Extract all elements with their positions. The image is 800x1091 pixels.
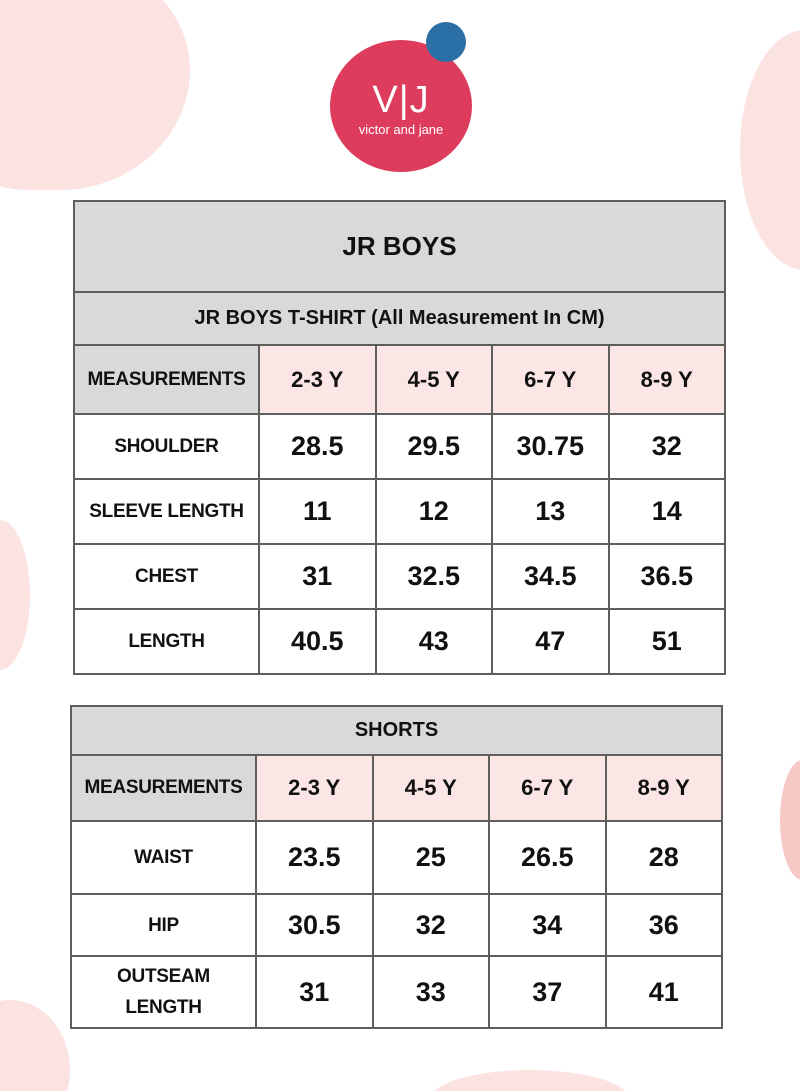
table-row <box>71 956 722 1028</box>
measurement-cell: 41 <box>606 956 723 1028</box>
brand-logo <box>330 40 472 172</box>
measurement-cell: 40.5 <box>259 609 376 674</box>
brand-name: victor and jane <box>358 121 444 137</box>
measurement-cell: 51 <box>609 609 726 674</box>
size-header: 8-9 Y <box>606 755 723 821</box>
header-row <box>74 345 725 414</box>
decorative-blob-bottom-left <box>0 1000 70 1091</box>
measurement-cell: 37 <box>489 956 606 1028</box>
measurement-cell: 13 <box>492 479 609 544</box>
measurement-cell: 28.5 <box>259 414 376 479</box>
table-row <box>74 609 725 674</box>
size-header: 2-3 Y <box>256 755 373 821</box>
measurement-cell: 31 <box>256 956 373 1028</box>
table-title: JR BOYS <box>74 201 725 292</box>
measurement-cell: 30.5 <box>256 894 373 956</box>
table-row <box>74 414 725 479</box>
measurement-cell: 34 <box>489 894 606 956</box>
measurement-cell: 32 <box>609 414 726 479</box>
row-label: SLEEVE LENGTH <box>74 479 259 544</box>
measurement-cell: 36 <box>606 894 723 956</box>
measurement-cell: 36.5 <box>609 544 726 609</box>
measurement-cell: 33 <box>373 956 490 1028</box>
measurement-cell: 30.75 <box>492 414 609 479</box>
table-title: SHORTS <box>71 706 722 755</box>
table-row <box>74 479 725 544</box>
decorative-blob-bottom <box>430 1070 630 1091</box>
decorative-blob-top-left <box>0 0 190 190</box>
measurement-cell: 23.5 <box>256 821 373 894</box>
measurement-cell: 11 <box>259 479 376 544</box>
measurement-cell: 25 <box>373 821 490 894</box>
table-row <box>74 544 725 609</box>
measurement-cell: 43 <box>376 609 493 674</box>
row-label <box>71 956 256 1028</box>
row-label-line: OUTSEAM <box>117 966 210 987</box>
size-header: 4-5 Y <box>373 755 490 821</box>
header-row <box>71 755 722 821</box>
logo-mark: V|J <box>372 78 430 121</box>
table-row <box>71 894 722 956</box>
measurement-cell: 28 <box>606 821 723 894</box>
measurement-cell: 14 <box>609 479 726 544</box>
table-subtitle: JR BOYS T-SHIRT (All Measurement In CM) <box>74 292 725 345</box>
table-row <box>71 821 722 894</box>
measurement-cell: 47 <box>492 609 609 674</box>
measurement-cell: 31 <box>259 544 376 609</box>
row-label: LENGTH <box>74 609 259 674</box>
row-label: SHOULDER <box>74 414 259 479</box>
row-label: HIP <box>71 894 256 956</box>
size-header: 8-9 Y <box>609 345 726 414</box>
logo-dot-icon <box>426 22 466 62</box>
row-label: CHEST <box>74 544 259 609</box>
shorts-size-table <box>70 705 723 1029</box>
size-header: 2-3 Y <box>259 345 376 414</box>
decorative-blob-top-right <box>740 30 800 270</box>
measurement-cell: 32.5 <box>376 544 493 609</box>
size-header: 4-5 Y <box>376 345 493 414</box>
measurements-header: MEASUREMENTS <box>74 345 259 414</box>
size-header: 6-7 Y <box>492 345 609 414</box>
tshirt-size-table <box>73 200 726 675</box>
measurement-cell: 34.5 <box>492 544 609 609</box>
size-header: 6-7 Y <box>489 755 606 821</box>
measurements-header: MEASUREMENTS <box>71 755 256 821</box>
decorative-blob-right <box>780 760 800 880</box>
row-label-line: LENGTH <box>125 997 202 1018</box>
row-label: WAIST <box>71 821 256 894</box>
measurement-cell: 29.5 <box>376 414 493 479</box>
measurement-cell: 32 <box>373 894 490 956</box>
decorative-blob-left <box>0 520 30 670</box>
measurement-cell: 26.5 <box>489 821 606 894</box>
measurement-cell: 12 <box>376 479 493 544</box>
